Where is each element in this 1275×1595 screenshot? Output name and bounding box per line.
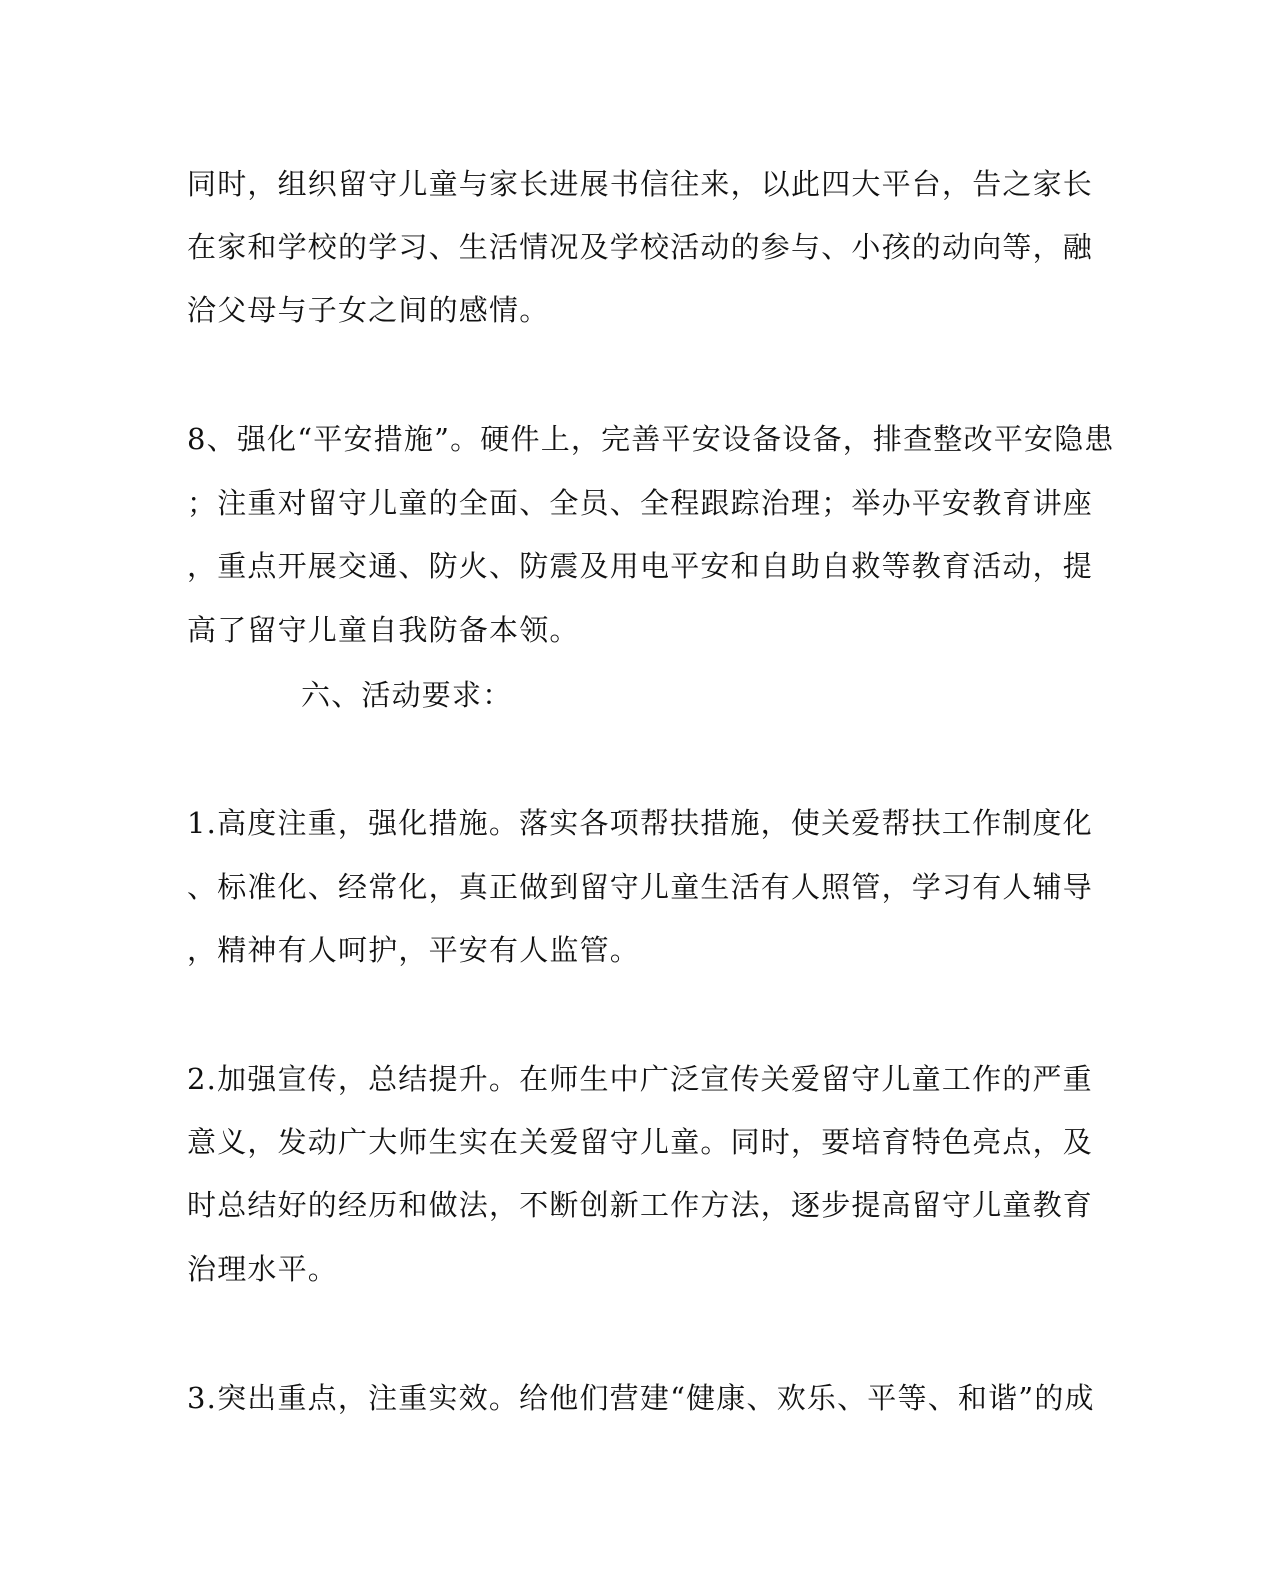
paragraph-line: ，精神有人呵护，平安有人监管。 (187, 933, 641, 967)
paragraph-line: 治理水平。 (187, 1252, 339, 1286)
paragraph-line: 3.突出重点，注重实效。给他们营建“健康、欢乐、平等、和谐”的成 (187, 1381, 1095, 1415)
section-heading: 六、活动要求： (301, 678, 513, 712)
paragraph-line: ；注重对留守儿童的全面、全员、全程跟踪治理；举办平安教育讲座 (187, 486, 1094, 520)
paragraph-line: 时总结好的经历和做法，不断创新工作方法，逐步提高留守儿童教育 (187, 1188, 1094, 1222)
paragraph-line: 8、强化“平安措施”。硬件上，完善平安设备设备，排查整改平安隐患 (187, 422, 1115, 456)
paragraph-line: 高了留守儿童自我防备本领。 (187, 613, 580, 647)
paragraph-line: 同时，组织留守儿童与家长进展书信往来，以此四大平台，告之家长 (187, 167, 1094, 201)
paragraph-line: ，重点开展交通、防火、防震及用电平安和自助自救等教育活动，提 (187, 549, 1094, 583)
paragraph-line: 洽父母与子女之间的感情。 (187, 293, 550, 327)
paragraph-line: 在家和学校的学习、生活情况及学校活动的参与、小孩的动向等，融 (187, 230, 1094, 264)
paragraph-line: 1.高度注重，强化措施。落实各项帮扶措施，使关爱帮扶工作制度化 (187, 806, 1093, 840)
paragraph-line: 意义，发动广大师生实在关爱留守儿童。同时，要培育特色亮点，及 (187, 1125, 1094, 1159)
paragraph-line: 、标准化、经常化，真正做到留守儿童生活有人照管，学习有人辅导 (187, 870, 1094, 904)
paragraph-line: 2.加强宣传，总结提升。在师生中广泛宣传关爱留守儿童工作的严重 (187, 1062, 1093, 1096)
